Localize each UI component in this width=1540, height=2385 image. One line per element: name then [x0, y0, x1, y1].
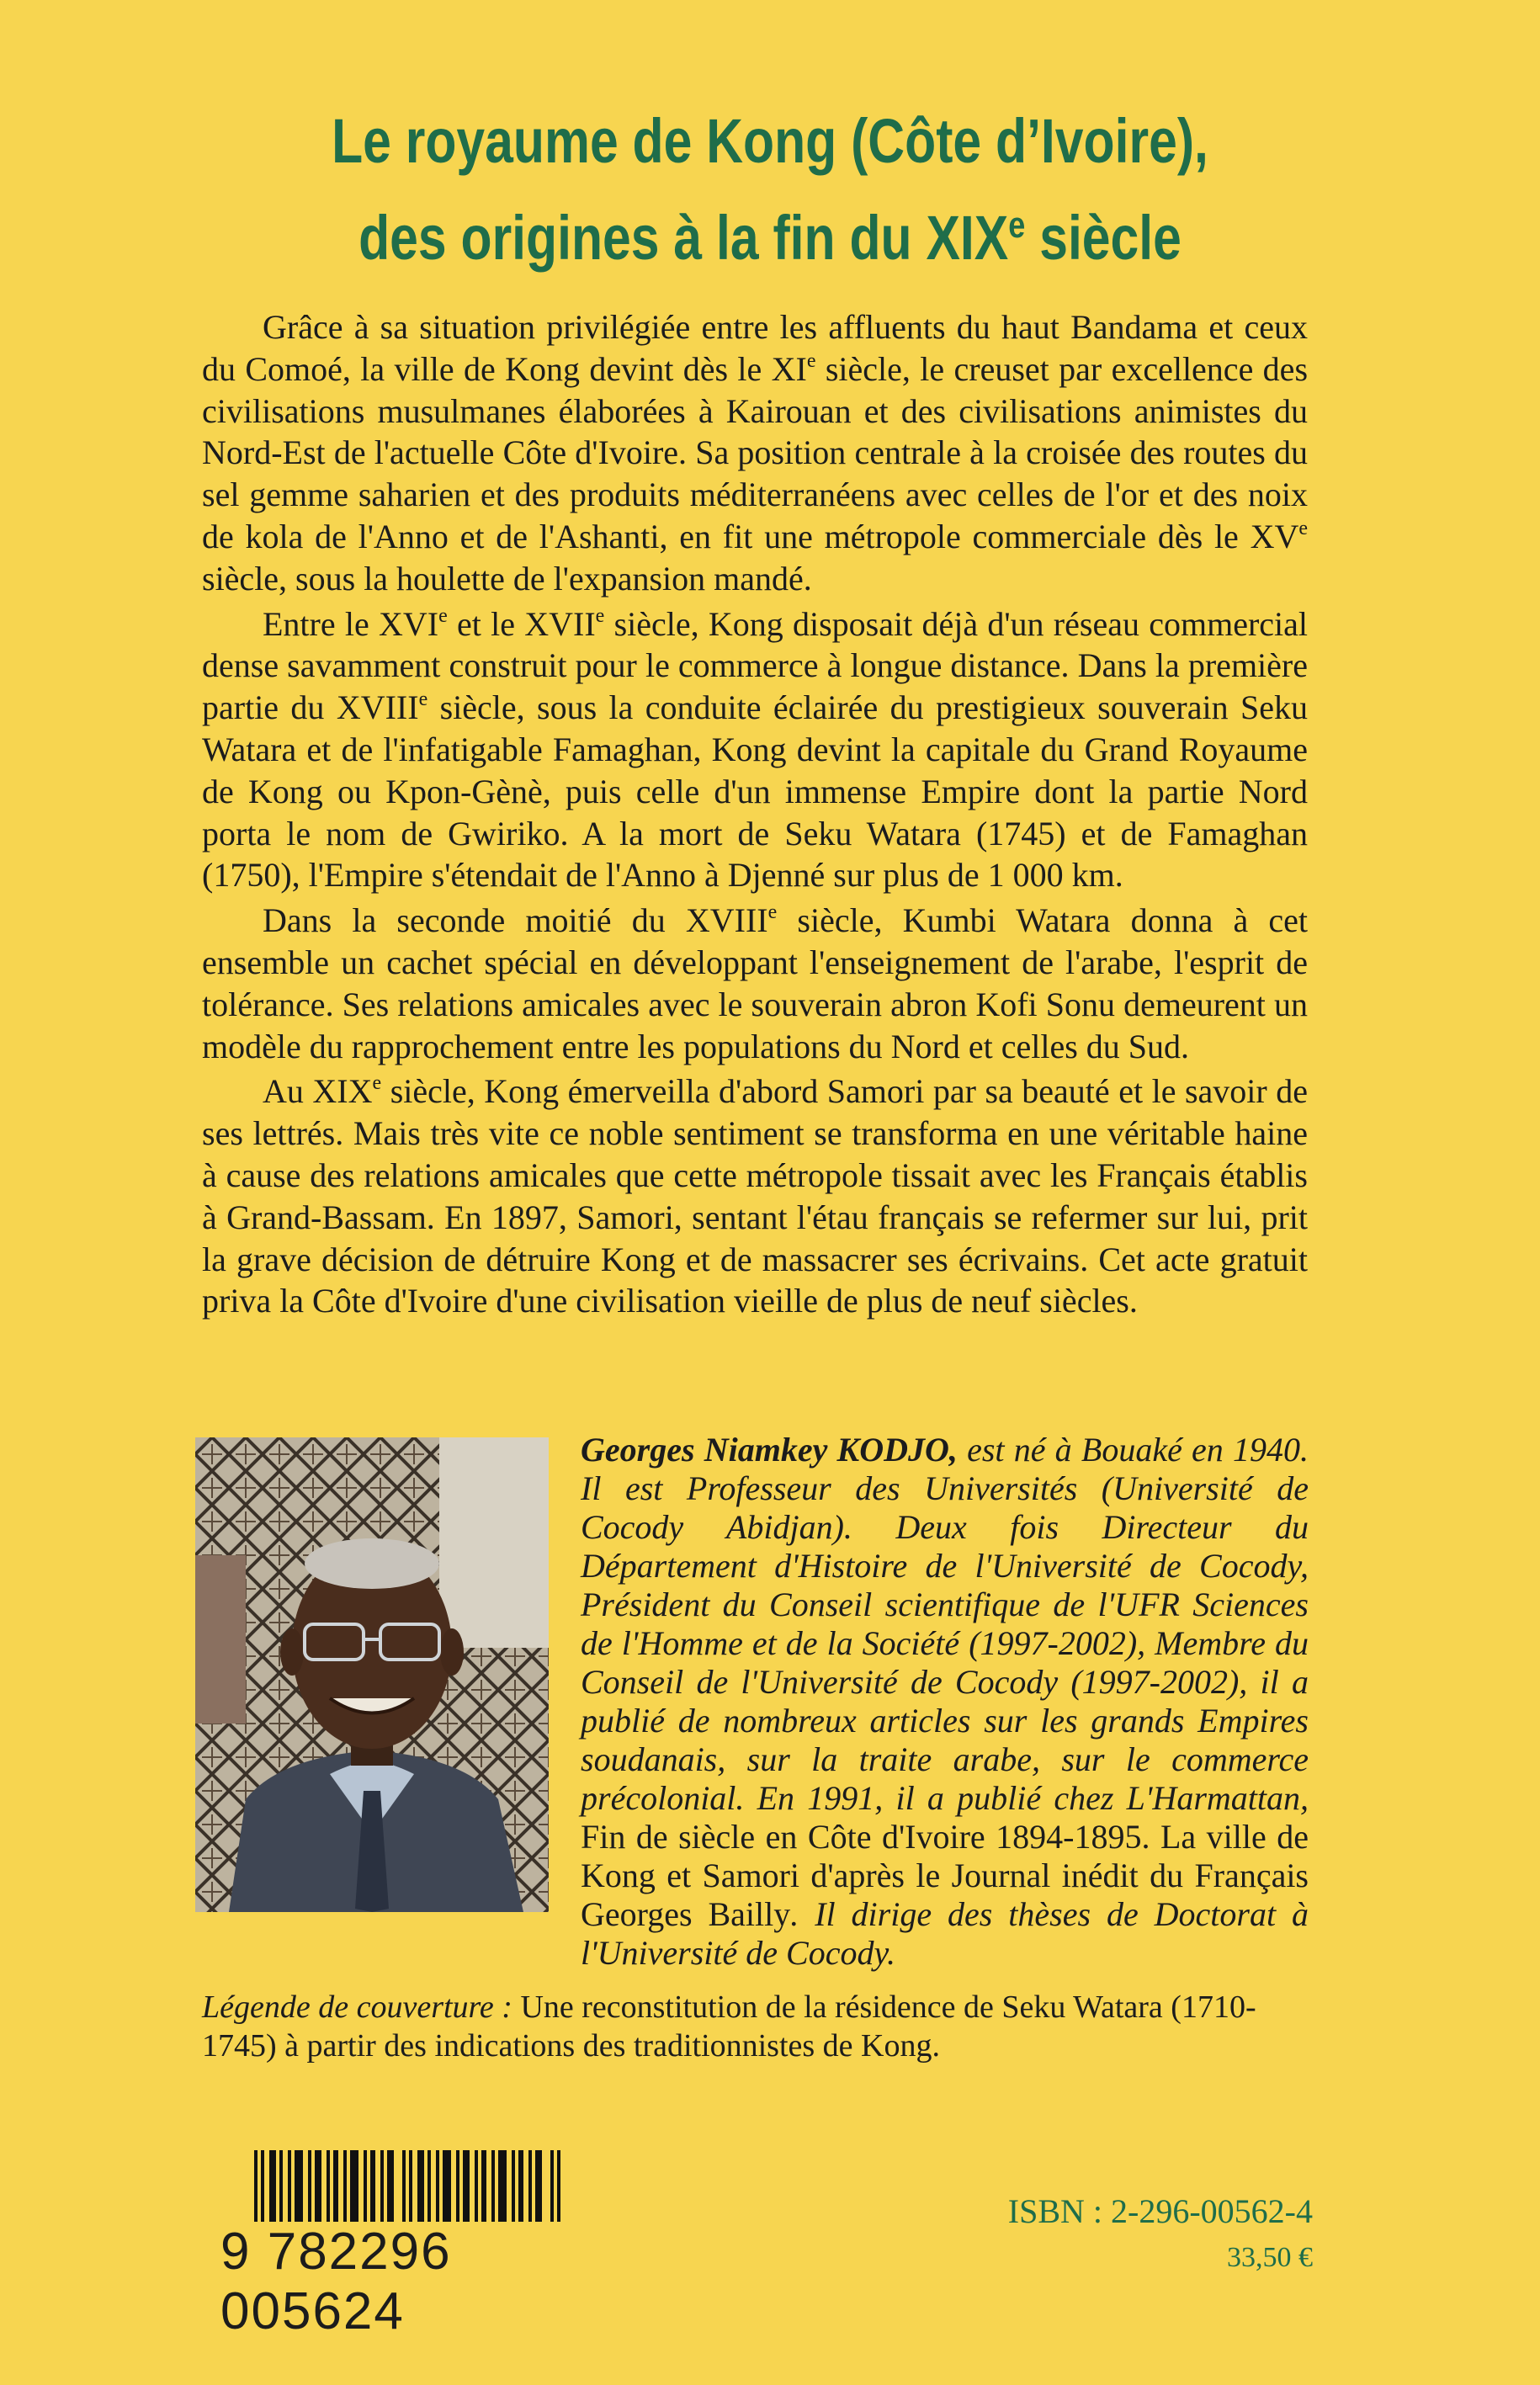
- paragraph-4: [202, 1070, 1308, 1322]
- p2-sup-2: e: [595, 604, 605, 627]
- author-photo: [195, 1437, 549, 1912]
- barcode-digits: 9 782296 005624: [220, 2222, 624, 2341]
- author-name: Georges Niamkey KODJO,: [581, 1431, 958, 1469]
- bio-part-2: . Il dirige des thèses de Doctorat à l'Université de Cocody.: [581, 1895, 1309, 1972]
- p2-sup-3: e: [418, 688, 428, 711]
- title-line-2: [139, 183, 1402, 280]
- p2-b: et le XVII: [447, 604, 596, 643]
- cover-legend-text: Une reconstitution de la résidence de Seku Watara (1710-1745) à partir des indications des traditionnistes de Kong.: [202, 1989, 1256, 2064]
- book-title: [139, 99, 1402, 280]
- p2-a: Entre le XVI: [263, 604, 439, 643]
- p2-d: siècle, sous la conduite éclairée du prestigieux souverain Seku Watara et de l'infatigable Famaghan, Kong devint la capitale du Grand Royaume de Kong ou Kpon-Gènè, puis celle d'un immense Empire dont la partie Nord porta le nom de Gwiriko. A la mort de Seku Watara (1745) et de Famaghan (1750), l'Empire s'étendait de l'Anno à Djenné sur plus de 1 000 km.: [202, 688, 1308, 895]
- bio-part-1: est né à Bouaké en 1940. Il est Professeur des Universités (Université de Cocody Abidjan). Deux fois Directeur du Département d'Histoire de l'Université de Cocody, Président du Conseil scientifique de l'UFR Sciences de l'Homme et de la Société (1997-2002), Membre du Conseil de l'Université de Cocody (1997-2002), il a publié de nombreux articles sur les grands Empires soudanais, sur la traite arabe, sur le commerce précolonial. En 1991, il a publié chez L'Harmattan,: [581, 1431, 1309, 1817]
- isbn: ISBN : 2-296-00562-4: [1007, 2192, 1313, 2230]
- p1-sup-1: e: [806, 349, 816, 372]
- p1-c: siècle, sous la houlette de l'expansion mandé.: [202, 559, 812, 598]
- paragraph-2: [202, 603, 1308, 897]
- paragraph-3: [202, 900, 1308, 1067]
- p3-sup-1: e: [767, 901, 778, 924]
- author-portrait-image: [195, 1437, 549, 1912]
- bio-book-title: Fin de siècle en Côte d'Ivoire 1894-1895. La ville de Kong et Samori d'après le Journal inédit du Français Georges Bailly: [581, 1818, 1309, 1933]
- cover-legend-label: Légende de couverture :: [202, 1989, 512, 2025]
- cover-legend: [202, 1988, 1308, 2065]
- p1-sup-2: e: [1298, 517, 1308, 539]
- title-line-2-text: des origines à la fin du XIX: [358, 203, 1009, 273]
- title-line-2-end: siècle: [1025, 203, 1182, 273]
- back-cover-text: [202, 306, 1308, 1325]
- p1-b: siècle, le creuset par excellence des civilisations musulmanes élaborées à Kairouan et des civilisations animistes du Nord-Est de l'actuelle Côte d'Ivoire. Sa position centrale à la croisée des routes du sel gemme saharien et des produits méditerranéens avec celles de l'or et des noix de kola de l'Anno et de l'Ashanti, en fit une métropole commerciale dès le XV: [202, 349, 1309, 555]
- p4-sup-1: e: [372, 1072, 382, 1095]
- title-line-1: Le royaume de Kong (Côte d’Ivoire),: [332, 106, 1208, 176]
- p2-sup-1: e: [438, 604, 448, 627]
- title-line-2-sup: e: [1008, 205, 1026, 246]
- p4-b: siècle, Kong émerveilla d'abord Samori par sa beauté et le savoir de ses lettrés. Mais très vite ce noble sentiment se transforma en une véritable haine à cause des relations amicales que cette métropole tissait avec les Français établis à Grand-Bassam. En 1897, Samori, sentant l'étau français se refermer sur lui, prit la grave décision de détruire Kong et de massacrer ses écrivains. Cet acte gratuit priva la Côte d'Ivoire d'une civilisation vieille de plus de neuf siècles.: [202, 1072, 1309, 1320]
- p2-c: siècle, Kong disposait déjà d'un réseau commercial dense savamment construit pour le commerce à longue distance. Dans la première partie du XVIII: [202, 604, 1308, 727]
- p3-a: Dans la seconde moitié du XVIII: [263, 901, 768, 940]
- author-biography: [581, 1431, 1309, 1973]
- price: 33,50 €: [1227, 2242, 1313, 2273]
- p1-a: Grâce à sa situation privilégiée entre les affluents du haut Bandama et ceux du Comoé, la ville de Kong devint dès le XI: [202, 308, 1308, 388]
- paragraph-1: [202, 306, 1308, 600]
- p3-b: siècle, Kumbi Watara donna à cet ensemble un cachet spécial en développant l'enseignement de l'arabe, l'esprit de tolérance. Ses relations amicales avec le souverain abron Kofi Sonu demeurent un modèle du rapprochement entre les populations du Nord et celles du Sud.: [202, 901, 1308, 1065]
- p4-a: Au XIX: [263, 1072, 373, 1111]
